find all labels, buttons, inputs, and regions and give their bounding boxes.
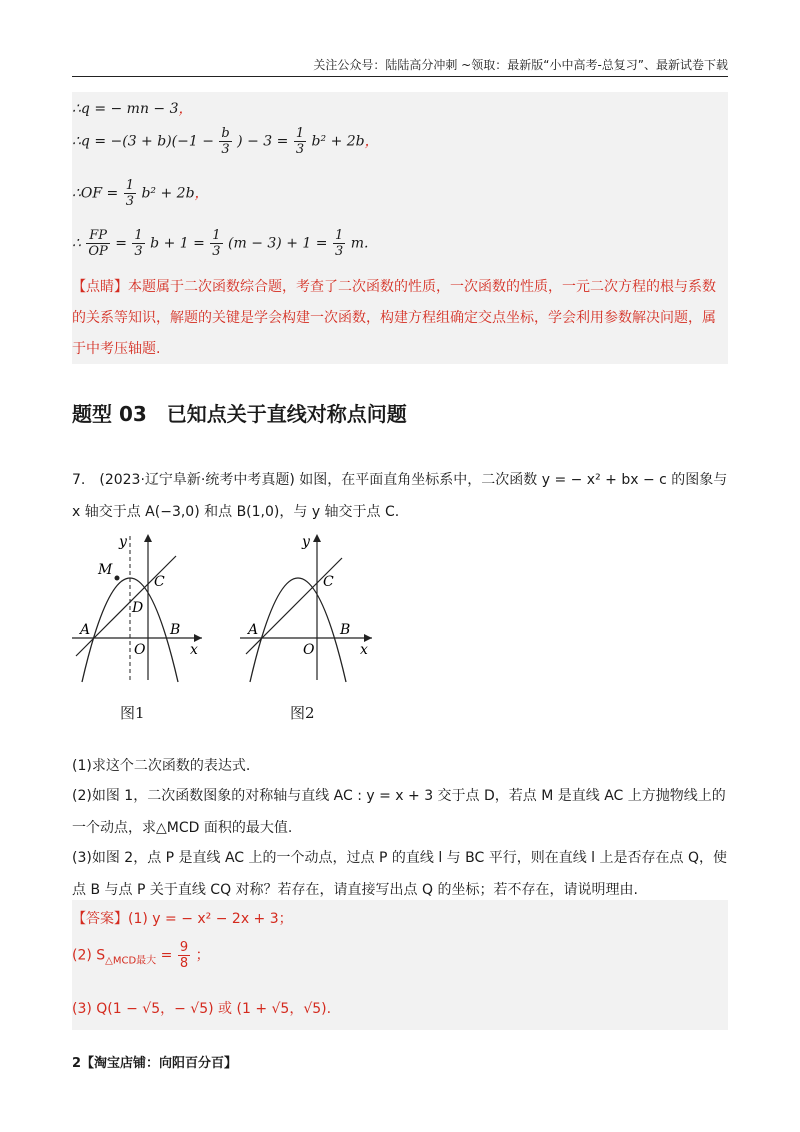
figure-1-and-2: [72, 530, 392, 730]
label-o: O: [303, 642, 315, 658]
figure-1-label: 图1: [120, 704, 145, 722]
question-intro: 7. (2023·辽宁阜新·统考中考真题) 如图，在平面直角坐标系中，二次函数 y = − x² + bx − c 的图象与 x 轴交于点 A(−3,0) 和点 B(1,0)，与 y 轴交于点 C.: [72, 472, 728, 520]
label-b: B: [170, 622, 181, 638]
question-part-1: (1)求这个二次函数的表达式.: [72, 758, 251, 774]
header-text: 关注公众号：陆陆高分冲刺 ~领取：最新版“小中高考-总复习”、最新试卷下载: [313, 58, 728, 72]
figure-1: [72, 534, 202, 682]
solution-line-1: ∴q = − mn − 3，: [72, 101, 193, 117]
line-ac: [246, 558, 342, 654]
label-d: D: [132, 600, 144, 616]
label-y: y: [119, 534, 127, 550]
label-a: A: [248, 622, 259, 638]
solution-box: [72, 92, 728, 364]
figures: [72, 530, 392, 730]
label-c: C: [154, 574, 165, 590]
label-x: x: [190, 642, 198, 658]
fraction: $\frac{1}{3}$: [212, 228, 221, 259]
y-axis-arrow: [144, 534, 152, 542]
answer-line-1: 【答案】(1) y = − x² − 2x + 3；: [72, 911, 293, 927]
label-m: M: [98, 562, 113, 578]
fraction: $\frac{FP}{OP}$: [88, 228, 108, 259]
section-title: 题型 03 已知点关于直线对称点问题: [72, 402, 407, 426]
label-b: B: [340, 622, 351, 638]
point-m: [115, 576, 120, 581]
question-part-2: (2)如图 1，二次函数图象的对称轴与直线 AC : y = x + 3 交于点 D，若点 M 是直线 AC 上方抛物线上的一个动点，求△MCD 面积的最大值.: [72, 788, 726, 836]
page-header: [72, 56, 728, 77]
fraction: $\frac{1}{3}$: [134, 228, 143, 259]
answer-box: [72, 900, 728, 1030]
comment-note: 【点睛】本题属于二次函数综合题，考查了二次函数的性质，一次函数的性质，一元二次方程的根与系数的关系等知识，解题的关键是学会构建一次函数，构建方程组确定交点坐标，学会利用参数解决问题，属于中考压轴题.: [72, 279, 716, 357]
solution-line-3: ∴OF = $\frac{1}{3}$ b² + 2b，: [72, 178, 209, 209]
fraction: $\frac{1}{3}$: [334, 228, 344, 259]
answer-line-2: (2) $S_{\triangle MCD最大}$ = $\frac{9}{8}$ ；: [72, 940, 210, 971]
figure-2: [240, 534, 372, 682]
parabola: [250, 578, 346, 682]
label-a: A: [80, 622, 91, 638]
question-part-3: (3)如图 2，点 P 是直线 AC 上的一个动点，过点 P 的直线 l 与 BC 平行，则在直线 l 上是否存在点 Q，使点 B 与点 P 关于直线 CQ 对称？若存在，请直接写出点 Q 的坐标；若不存在，请说明理由.: [72, 850, 727, 898]
answer-line-3: (3) Q(1 − √5，− √5) 或 (1 + √5，√5).: [72, 1001, 332, 1017]
line-ac: [76, 556, 176, 656]
fraction: $\frac{1}{3}$: [295, 126, 305, 157]
y-axis-arrow: [313, 534, 321, 542]
fraction: $\frac{b}{3}$: [221, 126, 230, 157]
fraction: $\frac{1}{3}$: [125, 178, 135, 209]
page-footer: 2【淘宝店铺：向阳百分百】: [72, 1056, 238, 1071]
label-y: y: [302, 534, 310, 550]
label-o: O: [134, 642, 146, 658]
figure-2-label: 图2: [290, 704, 315, 722]
solution-line-2: ∴q = −(3 + b)(−1 − $\frac{b}{3}$ ) − 3 = $\frac{1}{3}$ b² + 2b，: [72, 126, 379, 157]
x-axis-arrow: [364, 634, 372, 642]
label-c: C: [323, 574, 334, 590]
fraction: $\frac{9}{8}$: [179, 940, 189, 971]
x-axis-arrow: [194, 634, 202, 642]
label-x: x: [360, 642, 368, 658]
solution-line-4: ∴ $\frac{FP}{OP}$ = $\frac{1}{3}$ b + 1 = $\frac{1}{3}$ (m − 3) + 1 = $\frac{1}{3}$ m.: [72, 228, 369, 259]
